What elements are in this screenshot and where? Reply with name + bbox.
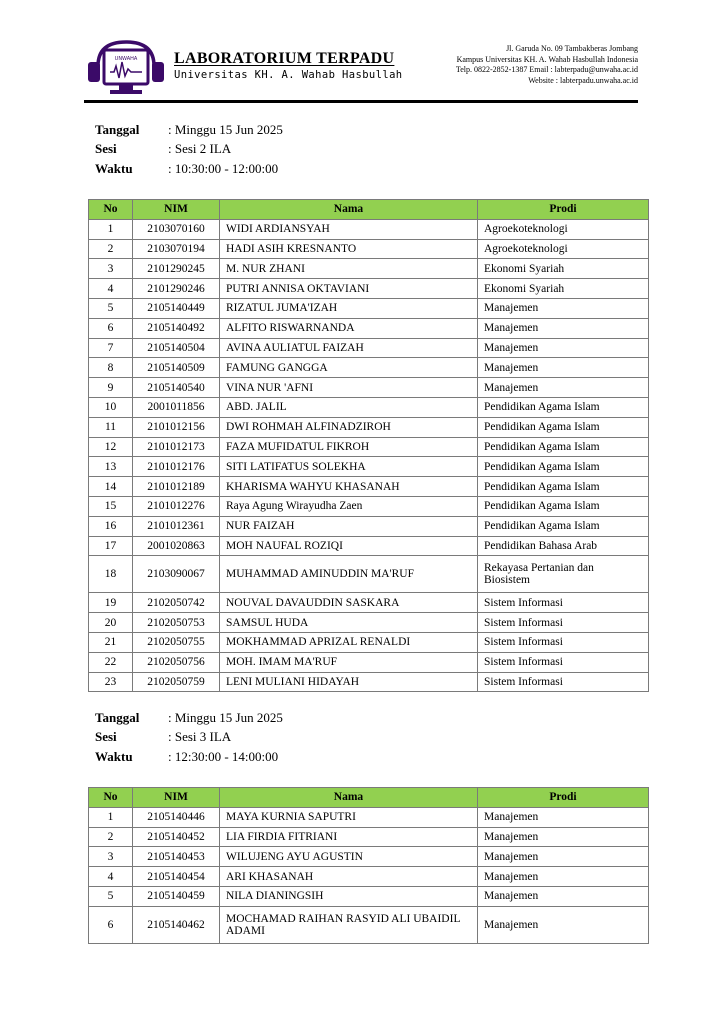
col-header-no: No (89, 200, 133, 220)
cell-no: 7 (89, 338, 133, 358)
cell-no: 1 (89, 807, 133, 827)
table-row (89, 632, 649, 652)
contact-block (456, 44, 638, 86)
session-info-2 (95, 708, 283, 767)
contact-website: Website : labterpadu.unwaha.ac.id (528, 75, 638, 85)
cell-nama: MOCHAMAD RAIHAN RASYID ALI UBAIDIL ADAMI (220, 906, 478, 943)
roster-table-session-2 (88, 199, 649, 692)
cell-nim: 2105140452 (133, 827, 220, 847)
cell-prodi: Ekonomi Syariah (478, 279, 649, 299)
contact-phone-email: Telp. 0822-2852-1387 Email : labterpadu@unwaha.ac.id (455, 65, 638, 74)
cell-nim: 2101290245 (133, 259, 220, 279)
lab-logo (84, 36, 168, 98)
cell-nama: NOUVAL DAVAUDDIN SASKARA (220, 593, 478, 613)
table-row (89, 906, 649, 943)
cell-nim: 2101012361 (133, 516, 220, 536)
cell-nim: 2105140504 (133, 338, 220, 358)
table-row (89, 807, 649, 827)
cell-nim: 2103070194 (133, 239, 220, 259)
table-row (89, 652, 649, 672)
table-row (89, 259, 649, 279)
contact-address: Jl. Garuda No. 09 Tambakberas Jombang (506, 44, 638, 53)
cell-no: 3 (89, 259, 133, 279)
table-row (89, 672, 649, 692)
cell-prodi: Agroekoteknologi (478, 239, 649, 259)
cell-prodi: Rekayasa Pertanian dan Biosistem (478, 556, 649, 593)
cell-prodi: Manajemen (478, 318, 649, 338)
cell-nama: MUHAMMAD AMINUDDIN MA'RUF (220, 556, 478, 593)
cell-no: 17 (89, 536, 133, 556)
col-header-nama: Nama (220, 788, 478, 808)
cell-nama: M. NUR ZHANI (220, 259, 478, 279)
cell-nama: MAYA KURNIA SAPUTRI (220, 807, 478, 827)
col-header-no: No (89, 788, 133, 808)
cell-prodi: Manajemen (478, 827, 649, 847)
cell-nim: 2105140446 (133, 807, 220, 827)
cell-prodi: Sistem Informasi (478, 652, 649, 672)
cell-nim: 2103070160 (133, 219, 220, 239)
waktu-value: : 10:30:00 - 12:00:00 (168, 160, 279, 176)
cell-prodi: Sistem Informasi (478, 672, 649, 692)
table-row (89, 516, 649, 536)
cell-nama: VINA NUR 'AFNI (220, 378, 478, 398)
sesi-label: Sesi (95, 141, 117, 157)
cell-prodi: Pendidikan Bahasa Arab (478, 536, 649, 556)
table-row (89, 358, 649, 378)
cell-nama: KHARISMA WAHYU KHASANAH (220, 477, 478, 497)
cell-no: 11 (89, 417, 133, 437)
cell-nama: SAMSUL HUDA (220, 613, 478, 633)
cell-no: 18 (89, 556, 133, 593)
cell-nim: 2102050756 (133, 652, 220, 672)
cell-nama: WIDI ARDIANSYAH (220, 219, 478, 239)
cell-prodi: Manajemen (478, 807, 649, 827)
cell-no: 21 (89, 632, 133, 652)
table-row (89, 593, 649, 613)
table-row (89, 536, 649, 556)
cell-nim: 2105140453 (133, 847, 220, 867)
cell-no: 2 (89, 239, 133, 259)
sesi-value: : Sesi 3 ILA (168, 729, 232, 745)
cell-nama: AVINA AULIATUL FAIZAH (220, 338, 478, 358)
table-row (89, 417, 649, 437)
cell-no: 4 (89, 867, 133, 887)
cell-prodi: Manajemen (478, 378, 649, 398)
cell-nim: 2001011856 (133, 397, 220, 417)
session-info-1 (95, 120, 283, 179)
col-header-nama: Nama (220, 200, 478, 220)
cell-prodi: Pendidikan Agama Islam (478, 417, 649, 437)
cell-no: 8 (89, 358, 133, 378)
cell-nama: ARI KHASANAH (220, 867, 478, 887)
tanggal-label: Tanggal (95, 121, 140, 137)
cell-no: 10 (89, 397, 133, 417)
cell-nim: 2101012176 (133, 457, 220, 477)
cell-nim: 2101012156 (133, 417, 220, 437)
col-header-nim: NIM (133, 788, 220, 808)
col-header-nim: NIM (133, 200, 220, 220)
cell-no: 15 (89, 496, 133, 516)
cell-nama: FAMUNG GANGGA (220, 358, 478, 378)
cell-no: 14 (89, 477, 133, 497)
cell-nama: ALFITO RISWARNANDA (220, 318, 478, 338)
cell-prodi: Pendidikan Agama Islam (478, 397, 649, 417)
header-divider (84, 100, 638, 103)
tanggal-label: Tanggal (95, 709, 140, 725)
cell-prodi: Pendidikan Agama Islam (478, 457, 649, 477)
cell-nim: 2102050753 (133, 613, 220, 633)
cell-prodi: Manajemen (478, 338, 649, 358)
cell-no: 19 (89, 593, 133, 613)
cell-no: 13 (89, 457, 133, 477)
cell-nim: 2105140449 (133, 298, 220, 318)
cell-prodi: Manajemen (478, 847, 649, 867)
cell-nama: NUR FAIZAH (220, 516, 478, 536)
cell-nama: HADI ASIH KRESNANTO (220, 239, 478, 259)
table-row (89, 318, 649, 338)
sesi-label: Sesi (95, 729, 117, 745)
cell-nama: DWI ROHMAH ALFINADZIROH (220, 417, 478, 437)
cell-nama: MOH NAUFAL ROZIQI (220, 536, 478, 556)
contact-campus: Kampus Universitas KH. A. Wahab Hasbullah Indonesia (456, 54, 638, 64)
cell-no: 6 (89, 318, 133, 338)
cell-nim: 2102050759 (133, 672, 220, 692)
table-row (89, 279, 649, 299)
cell-prodi: Sistem Informasi (478, 593, 649, 613)
sesi-value: : Sesi 2 ILA (168, 141, 232, 157)
table-row (89, 397, 649, 417)
cell-prodi: Sistem Informasi (478, 613, 649, 633)
cell-nim: 2105140459 (133, 886, 220, 906)
cell-no: 22 (89, 652, 133, 672)
cell-no: 1 (89, 219, 133, 239)
cell-prodi: Pendidikan Agama Islam (478, 516, 649, 536)
table-row (89, 613, 649, 633)
cell-nama: Raya Agung Wirayudha Zaen (220, 496, 478, 516)
logo-lettering: UNWAHA (114, 56, 138, 62)
cell-no: 20 (89, 613, 133, 633)
table-row (89, 219, 649, 239)
cell-nim: 2101290246 (133, 279, 220, 299)
cell-no: 6 (89, 906, 133, 943)
cell-nama: WILUJENG AYU AGUSTIN (220, 847, 478, 867)
cell-prodi: Manajemen (478, 358, 649, 378)
waktu-value: : 12:30:00 - 14:00:00 (168, 748, 279, 764)
col-header-prodi: Prodi (478, 200, 649, 220)
table-row (89, 496, 649, 516)
lab-subtitle: Universitas KH. A. Wahab Hasbullah (174, 69, 403, 81)
cell-nama: RIZATUL JUMA'IZAH (220, 298, 478, 318)
tanggal-value: : Minggu 15 Jun 2025 (168, 709, 283, 725)
table-row (89, 298, 649, 318)
table-row (89, 457, 649, 477)
col-header-prodi: Prodi (478, 788, 649, 808)
cell-prodi: Pendidikan Agama Islam (478, 496, 649, 516)
cell-no: 3 (89, 847, 133, 867)
waktu-label: Waktu (95, 160, 133, 176)
cell-nim: 2101012276 (133, 496, 220, 516)
cell-prodi: Pendidikan Agama Islam (478, 477, 649, 497)
cell-nama: LENI MULIANI HIDAYAH (220, 672, 478, 692)
cell-nama: LIA FIRDIA FITRIANI (220, 827, 478, 847)
cell-no: 16 (89, 516, 133, 536)
cell-prodi: Manajemen (478, 886, 649, 906)
cell-nama: MOKHAMMAD APRIZAL RENALDI (220, 632, 478, 652)
cell-nama: SITI LATIFATUS SOLEKHA (220, 457, 478, 477)
cell-prodi: Agroekoteknologi (478, 219, 649, 239)
table-row (89, 847, 649, 867)
tanggal-value: : Minggu 15 Jun 2025 (168, 121, 283, 137)
cell-no: 12 (89, 437, 133, 457)
cell-no: 4 (89, 279, 133, 299)
table-header-row (89, 788, 649, 808)
cell-nim: 2105140462 (133, 906, 220, 943)
cell-nama: MOH. IMAM MA'RUF (220, 652, 478, 672)
table-row (89, 867, 649, 887)
cell-nim: 2001020863 (133, 536, 220, 556)
cell-prodi: Manajemen (478, 867, 649, 887)
cell-nim: 2102050742 (133, 593, 220, 613)
cell-prodi: Ekonomi Syariah (478, 259, 649, 279)
cell-prodi: Pendidikan Agama Islam (478, 437, 649, 457)
cell-nim: 2102050755 (133, 632, 220, 652)
cell-no: 5 (89, 298, 133, 318)
cell-nim: 2101012173 (133, 437, 220, 457)
cell-prodi: Manajemen (478, 298, 649, 318)
cell-nim: 2105140492 (133, 318, 220, 338)
roster-table-session-3 (88, 787, 649, 944)
cell-prodi: Manajemen (478, 906, 649, 943)
cell-nim: 2103090067 (133, 556, 220, 593)
lab-title: LABORATORIUM TERPADU (174, 50, 395, 67)
table-row (89, 437, 649, 457)
table-row (89, 886, 649, 906)
table-row (89, 239, 649, 259)
table-row (89, 827, 649, 847)
table-header-row (89, 200, 649, 220)
cell-nim: 2105140454 (133, 867, 220, 887)
table-row (89, 378, 649, 398)
table-row (89, 338, 649, 358)
table-row (89, 477, 649, 497)
cell-prodi: Sistem Informasi (478, 632, 649, 652)
cell-nama: NILA DIANINGSIH (220, 886, 478, 906)
cell-no: 2 (89, 827, 133, 847)
cell-no: 9 (89, 378, 133, 398)
cell-no: 23 (89, 672, 133, 692)
cell-nim: 2105140540 (133, 378, 220, 398)
cell-nama: ABD. JALIL (220, 397, 478, 417)
cell-nim: 2101012189 (133, 477, 220, 497)
table-row (89, 556, 649, 593)
cell-nama: PUTRI ANNISA OKTAVIANI (220, 279, 478, 299)
cell-nim: 2105140509 (133, 358, 220, 378)
cell-no: 5 (89, 886, 133, 906)
waktu-label: Waktu (95, 748, 133, 764)
cell-nama: FAZA MUFIDATUL FIKROH (220, 437, 478, 457)
